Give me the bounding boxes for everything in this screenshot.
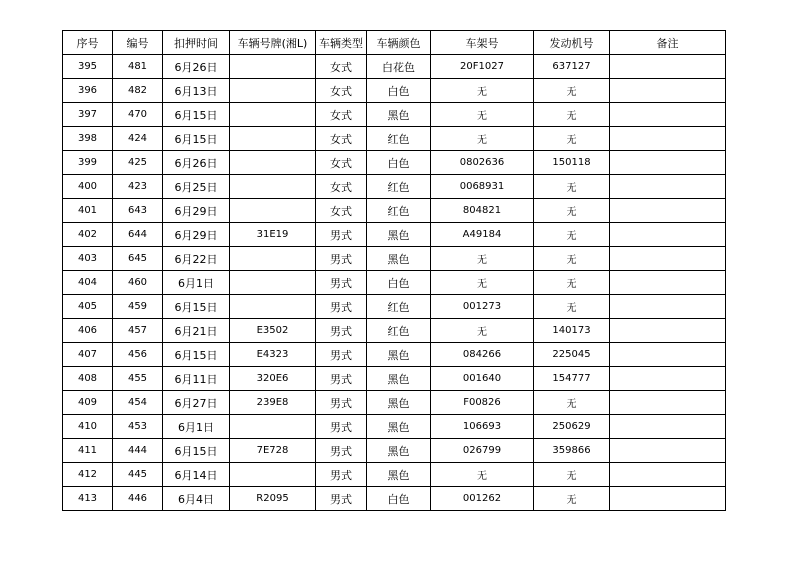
cell-seq: 407 xyxy=(63,343,113,367)
table-row xyxy=(63,271,726,295)
table-row xyxy=(63,463,726,487)
cell-seize-date: 6月26日 xyxy=(163,55,230,79)
cell-seize-date: 6月15日 xyxy=(163,343,230,367)
cell-number: 446 xyxy=(113,487,163,511)
table-row xyxy=(63,103,726,127)
cell-frame-no: 无 xyxy=(431,271,534,295)
cell-type: 男式 xyxy=(316,271,367,295)
cell-engine-no: 无 xyxy=(534,199,610,223)
cell-color: 红色 xyxy=(367,127,431,151)
cell-engine-no: 无 xyxy=(534,271,610,295)
cell-frame-no: 无 xyxy=(431,127,534,151)
table-row xyxy=(63,79,726,103)
table-row xyxy=(63,55,726,79)
cell-remarks xyxy=(610,343,726,367)
cell-plate xyxy=(230,103,316,127)
cell-color: 黑色 xyxy=(367,439,431,463)
cell-type: 女式 xyxy=(316,175,367,199)
cell-seq: 396 xyxy=(63,79,113,103)
cell-engine-no: 250629 xyxy=(534,415,610,439)
table-row xyxy=(63,127,726,151)
cell-color: 红色 xyxy=(367,319,431,343)
cell-plate xyxy=(230,247,316,271)
cell-frame-no: 804821 xyxy=(431,199,534,223)
cell-plate xyxy=(230,175,316,199)
cell-remarks xyxy=(610,271,726,295)
table-row xyxy=(63,223,726,247)
cell-seize-date: 6月29日 xyxy=(163,223,230,247)
cell-seq: 400 xyxy=(63,175,113,199)
header-row xyxy=(63,31,726,55)
cell-type: 女式 xyxy=(316,151,367,175)
cell-number: 644 xyxy=(113,223,163,247)
cell-plate: E3502 xyxy=(230,319,316,343)
cell-frame-no: 无 xyxy=(431,79,534,103)
header-seize-date: 扣押时间 xyxy=(163,31,230,55)
cell-color: 黑色 xyxy=(367,391,431,415)
cell-seq: 411 xyxy=(63,439,113,463)
cell-remarks xyxy=(610,463,726,487)
cell-seize-date: 6月4日 xyxy=(163,487,230,511)
cell-plate: 320E6 xyxy=(230,367,316,391)
table-row xyxy=(63,175,726,199)
cell-type: 男式 xyxy=(316,463,367,487)
cell-seize-date: 6月25日 xyxy=(163,175,230,199)
cell-frame-no: F00826 xyxy=(431,391,534,415)
cell-color: 白色 xyxy=(367,487,431,511)
cell-color: 红色 xyxy=(367,295,431,319)
cell-seize-date: 6月11日 xyxy=(163,367,230,391)
cell-frame-no: 026799 xyxy=(431,439,534,463)
header-plate: 车辆号牌(湘L) xyxy=(230,31,316,55)
cell-engine-no: 无 xyxy=(534,391,610,415)
cell-frame-no: 20F1027 xyxy=(431,55,534,79)
cell-seq: 413 xyxy=(63,487,113,511)
header-remarks: 备注 xyxy=(610,31,726,55)
cell-color: 黑色 xyxy=(367,463,431,487)
cell-plate xyxy=(230,79,316,103)
cell-color: 黑色 xyxy=(367,103,431,127)
cell-plate xyxy=(230,271,316,295)
cell-seq: 406 xyxy=(63,319,113,343)
cell-engine-no: 359866 xyxy=(534,439,610,463)
cell-engine-no: 无 xyxy=(534,79,610,103)
cell-color: 黑色 xyxy=(367,223,431,247)
cell-seize-date: 6月13日 xyxy=(163,79,230,103)
cell-number: 454 xyxy=(113,391,163,415)
cell-number: 643 xyxy=(113,199,163,223)
cell-remarks xyxy=(610,487,726,511)
cell-color: 白色 xyxy=(367,79,431,103)
cell-number: 456 xyxy=(113,343,163,367)
cell-remarks xyxy=(610,391,726,415)
cell-seq: 395 xyxy=(63,55,113,79)
cell-seize-date: 6月15日 xyxy=(163,103,230,127)
cell-number: 455 xyxy=(113,367,163,391)
cell-engine-no: 无 xyxy=(534,487,610,511)
cell-frame-no: 无 xyxy=(431,319,534,343)
cell-color: 红色 xyxy=(367,175,431,199)
cell-seq: 404 xyxy=(63,271,113,295)
cell-number: 482 xyxy=(113,79,163,103)
vehicle-table xyxy=(62,30,726,511)
cell-plate xyxy=(230,151,316,175)
cell-seq: 405 xyxy=(63,295,113,319)
table-row xyxy=(63,439,726,463)
cell-engine-no: 无 xyxy=(534,103,610,127)
cell-color: 黑色 xyxy=(367,367,431,391)
cell-seize-date: 6月29日 xyxy=(163,199,230,223)
cell-number: 424 xyxy=(113,127,163,151)
cell-engine-no: 225045 xyxy=(534,343,610,367)
cell-number: 453 xyxy=(113,415,163,439)
cell-remarks xyxy=(610,55,726,79)
cell-seize-date: 6月1日 xyxy=(163,415,230,439)
cell-frame-no: 0068931 xyxy=(431,175,534,199)
cell-remarks xyxy=(610,127,726,151)
cell-remarks xyxy=(610,103,726,127)
table-row xyxy=(63,295,726,319)
cell-frame-no: 084266 xyxy=(431,343,534,367)
cell-seize-date: 6月14日 xyxy=(163,463,230,487)
cell-seq: 409 xyxy=(63,391,113,415)
cell-seize-date: 6月15日 xyxy=(163,127,230,151)
header-engine-no: 发动机号 xyxy=(534,31,610,55)
cell-remarks xyxy=(610,367,726,391)
cell-engine-no: 无 xyxy=(534,175,610,199)
cell-seq: 408 xyxy=(63,367,113,391)
cell-remarks xyxy=(610,247,726,271)
cell-color: 黑色 xyxy=(367,247,431,271)
cell-frame-no: 106693 xyxy=(431,415,534,439)
cell-plate xyxy=(230,295,316,319)
cell-plate: 7E728 xyxy=(230,439,316,463)
table-row xyxy=(63,199,726,223)
cell-remarks xyxy=(610,175,726,199)
table-body xyxy=(63,55,726,511)
cell-remarks xyxy=(610,415,726,439)
cell-seq: 410 xyxy=(63,415,113,439)
cell-color: 白色 xyxy=(367,271,431,295)
cell-engine-no: 无 xyxy=(534,127,610,151)
cell-seq: 397 xyxy=(63,103,113,127)
cell-remarks xyxy=(610,79,726,103)
cell-plate: E4323 xyxy=(230,343,316,367)
cell-plate xyxy=(230,127,316,151)
cell-number: 481 xyxy=(113,55,163,79)
cell-frame-no: 001273 xyxy=(431,295,534,319)
cell-remarks xyxy=(610,223,726,247)
cell-frame-no: 无 xyxy=(431,247,534,271)
cell-frame-no: 无 xyxy=(431,103,534,127)
cell-engine-no: 无 xyxy=(534,247,610,271)
cell-frame-no: A49184 xyxy=(431,223,534,247)
cell-engine-no: 637127 xyxy=(534,55,610,79)
table-row xyxy=(63,343,726,367)
cell-number: 457 xyxy=(113,319,163,343)
cell-number: 425 xyxy=(113,151,163,175)
cell-plate xyxy=(230,199,316,223)
cell-color: 白花色 xyxy=(367,55,431,79)
cell-type: 男式 xyxy=(316,295,367,319)
table-row xyxy=(63,151,726,175)
cell-remarks xyxy=(610,295,726,319)
cell-engine-no: 140173 xyxy=(534,319,610,343)
cell-number: 444 xyxy=(113,439,163,463)
cell-number: 470 xyxy=(113,103,163,127)
cell-seq: 401 xyxy=(63,199,113,223)
cell-seize-date: 6月1日 xyxy=(163,271,230,295)
header-color: 车辆颜色 xyxy=(367,31,431,55)
cell-remarks xyxy=(610,151,726,175)
cell-seize-date: 6月22日 xyxy=(163,247,230,271)
table-row xyxy=(63,391,726,415)
cell-seq: 399 xyxy=(63,151,113,175)
cell-type: 男式 xyxy=(316,247,367,271)
cell-plate: 31E19 xyxy=(230,223,316,247)
cell-type: 男式 xyxy=(316,415,367,439)
cell-engine-no: 150118 xyxy=(534,151,610,175)
cell-engine-no: 无 xyxy=(534,463,610,487)
cell-engine-no: 154777 xyxy=(534,367,610,391)
cell-type: 女式 xyxy=(316,79,367,103)
cell-type: 男式 xyxy=(316,223,367,247)
cell-seq: 398 xyxy=(63,127,113,151)
cell-plate xyxy=(230,463,316,487)
cell-type: 女式 xyxy=(316,127,367,151)
cell-seize-date: 6月21日 xyxy=(163,319,230,343)
cell-type: 男式 xyxy=(316,439,367,463)
header-seq: 序号 xyxy=(63,31,113,55)
table-row xyxy=(63,367,726,391)
cell-type: 男式 xyxy=(316,391,367,415)
cell-engine-no: 无 xyxy=(534,295,610,319)
cell-color: 黑色 xyxy=(367,343,431,367)
cell-type: 女式 xyxy=(316,55,367,79)
cell-seize-date: 6月26日 xyxy=(163,151,230,175)
table-row xyxy=(63,415,726,439)
cell-type: 男式 xyxy=(316,487,367,511)
cell-seize-date: 6月15日 xyxy=(163,439,230,463)
cell-seq: 403 xyxy=(63,247,113,271)
cell-color: 白色 xyxy=(367,151,431,175)
cell-plate: R2095 xyxy=(230,487,316,511)
cell-number: 445 xyxy=(113,463,163,487)
header-type: 车辆类型 xyxy=(316,31,367,55)
cell-number: 645 xyxy=(113,247,163,271)
table-row xyxy=(63,319,726,343)
cell-number: 460 xyxy=(113,271,163,295)
cell-frame-no: 无 xyxy=(431,463,534,487)
cell-seq: 402 xyxy=(63,223,113,247)
cell-remarks xyxy=(610,439,726,463)
cell-type: 男式 xyxy=(316,343,367,367)
cell-plate: 239E8 xyxy=(230,391,316,415)
cell-remarks xyxy=(610,199,726,223)
cell-color: 红色 xyxy=(367,199,431,223)
cell-type: 男式 xyxy=(316,367,367,391)
cell-seize-date: 6月15日 xyxy=(163,295,230,319)
cell-seize-date: 6月27日 xyxy=(163,391,230,415)
cell-frame-no: 001262 xyxy=(431,487,534,511)
header-frame-no: 车架号 xyxy=(431,31,534,55)
cell-frame-no: 0802636 xyxy=(431,151,534,175)
cell-engine-no: 无 xyxy=(534,223,610,247)
table-row xyxy=(63,247,726,271)
cell-plate xyxy=(230,55,316,79)
cell-remarks xyxy=(610,319,726,343)
cell-type: 女式 xyxy=(316,103,367,127)
cell-plate xyxy=(230,415,316,439)
cell-frame-no: 001640 xyxy=(431,367,534,391)
table-row xyxy=(63,487,726,511)
cell-type: 女式 xyxy=(316,199,367,223)
header-number: 编号 xyxy=(113,31,163,55)
cell-color: 黑色 xyxy=(367,415,431,439)
cell-type: 男式 xyxy=(316,319,367,343)
cell-number: 459 xyxy=(113,295,163,319)
cell-number: 423 xyxy=(113,175,163,199)
cell-seq: 412 xyxy=(63,463,113,487)
